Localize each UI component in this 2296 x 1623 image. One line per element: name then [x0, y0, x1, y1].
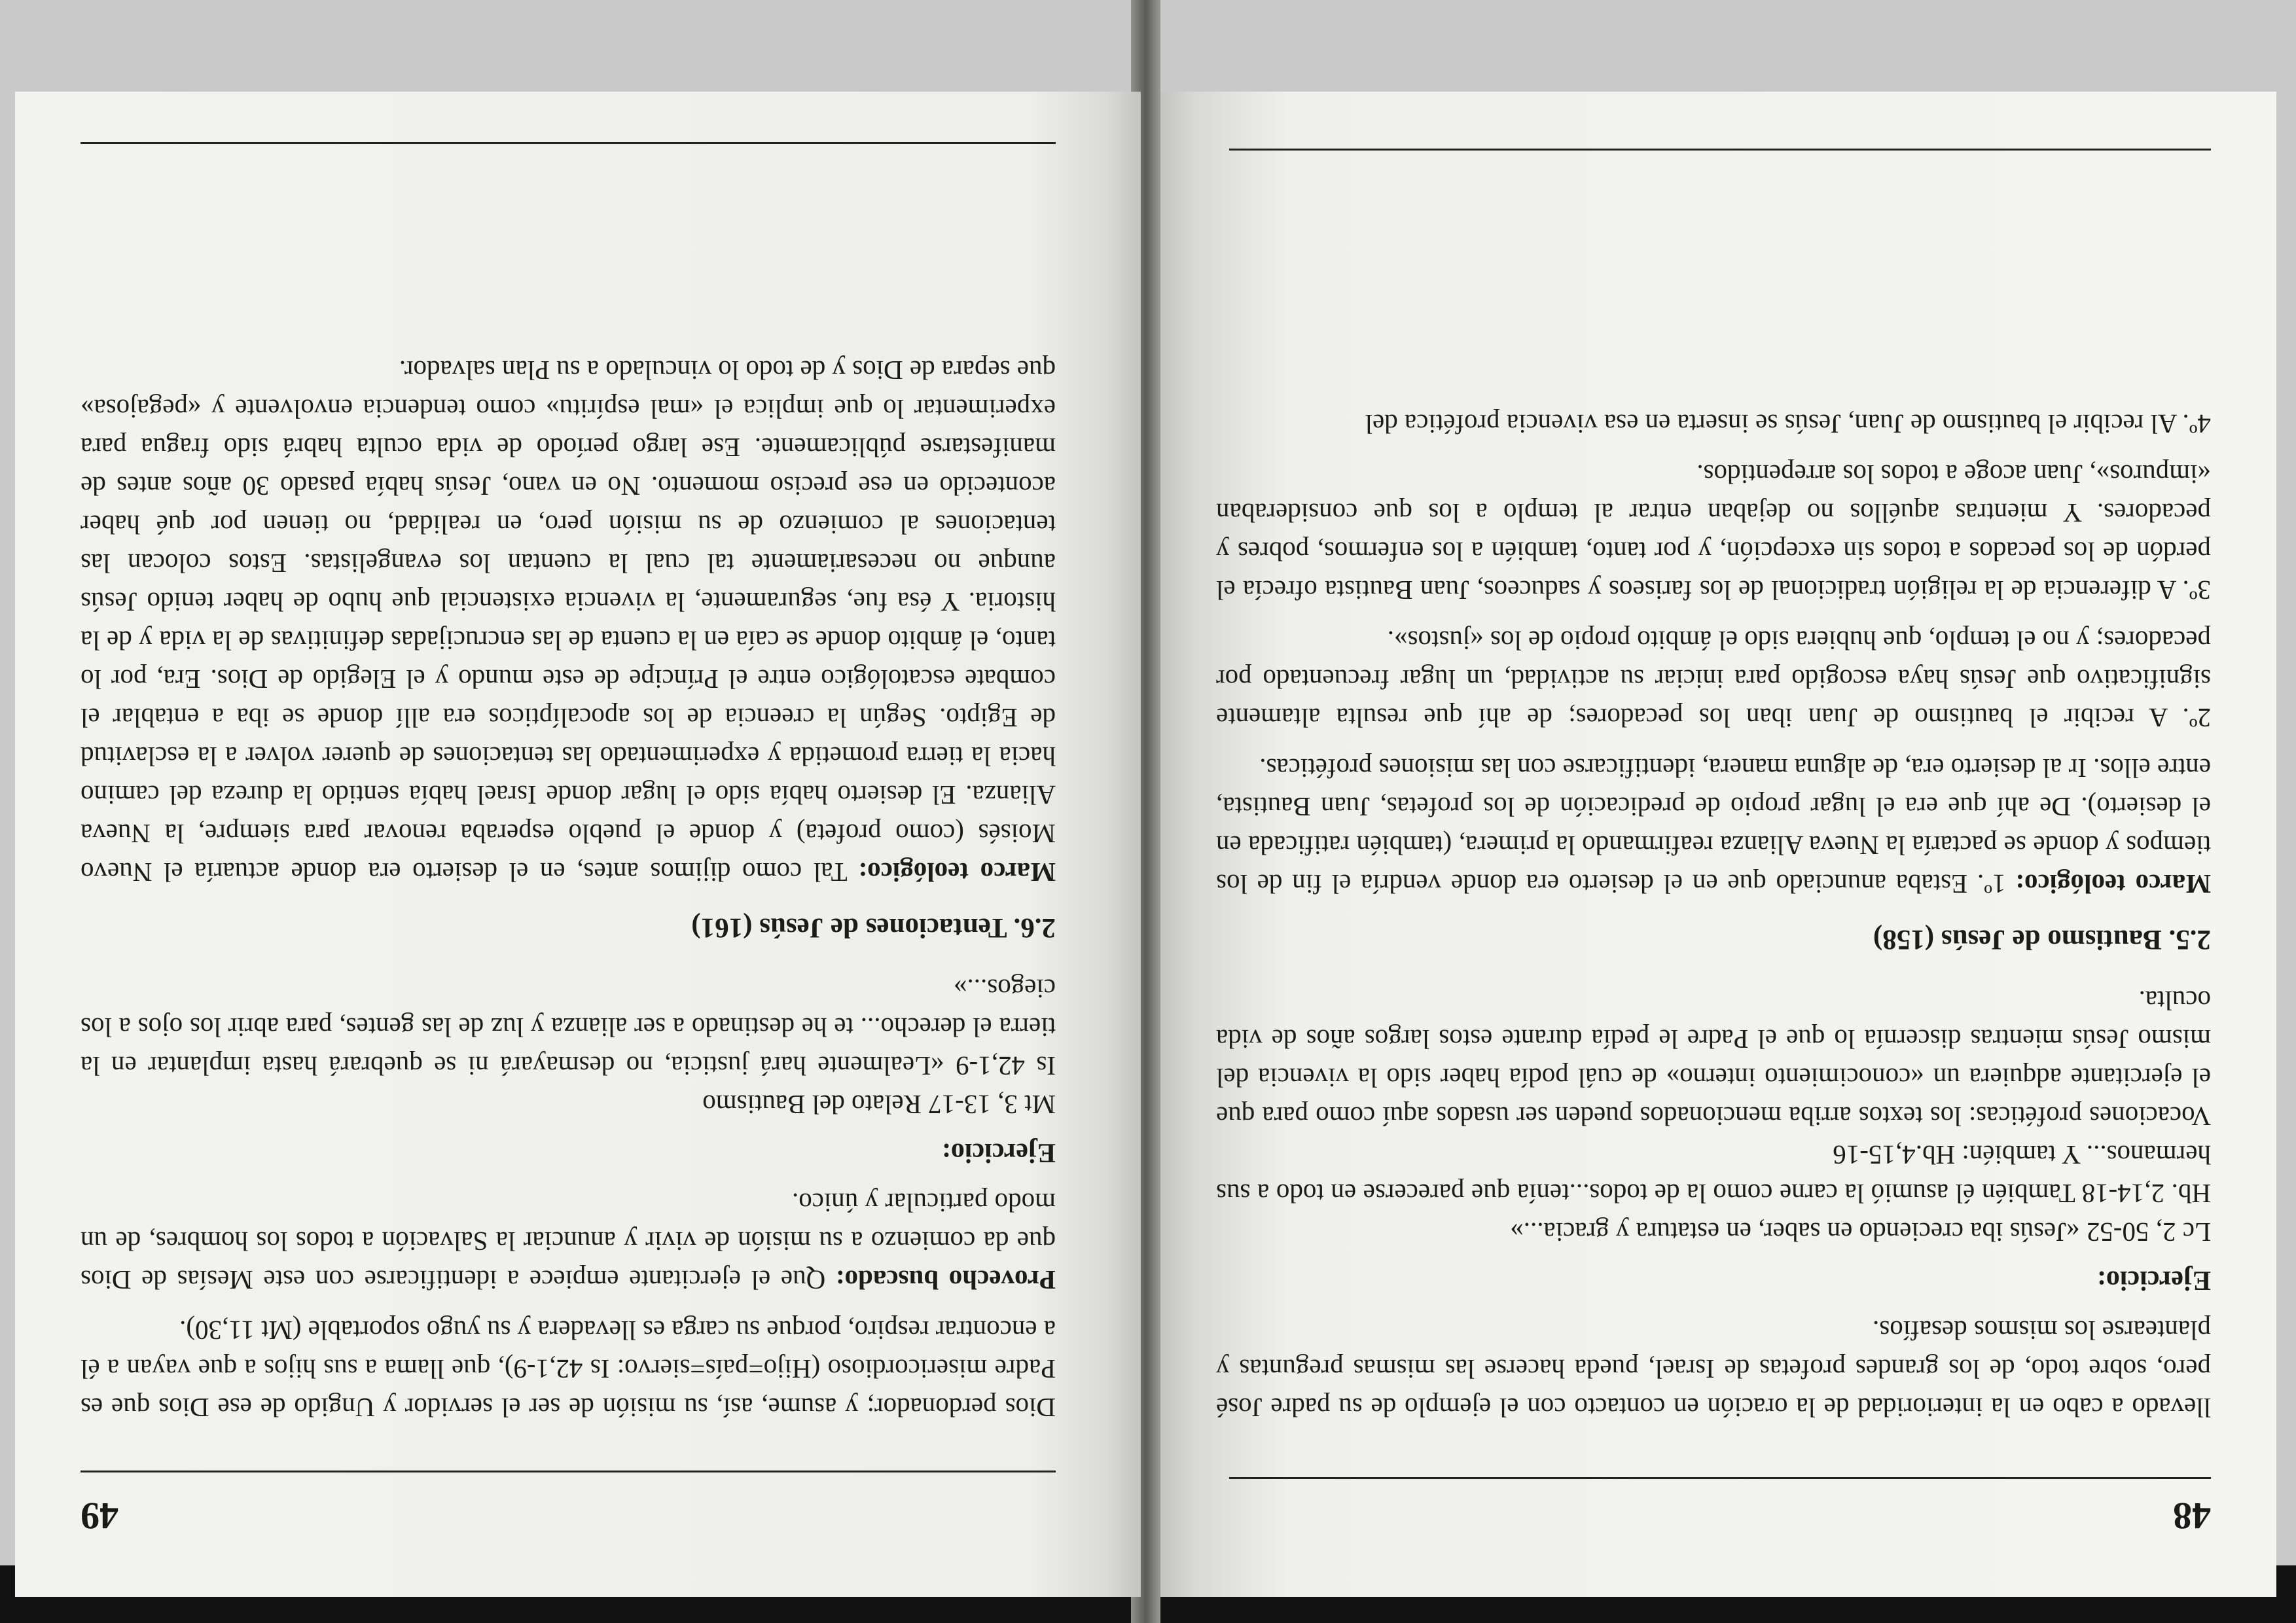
- marco-label: Marco teológico:: [858, 857, 1056, 887]
- page-49: [15, 92, 1141, 1597]
- footer-rule: [1229, 149, 2211, 151]
- ejercicio-line: Lc 2, 50-52 «Jesús iba creciendo en saber, en estatura y gracia...»: [1510, 1217, 2211, 1247]
- page-number: 49: [81, 1495, 118, 1537]
- ejercicio-heading: Ejercicio:: [2096, 1265, 2211, 1295]
- point-paragraph: 2º. A recibir el bautismo de Juan iban los pecadores; de ahí que resulta altamente significativo que Jesús haya escogido para iniciar su actividad, un lugar frecuentado por pecadores; y no el templo, que hubiera sido el ámbito propio de los «justos».: [1216, 626, 2211, 733]
- marco-text: Tal como dijimos antes, en el desierto era donde actuaría el Nuevo Moisés (como profeta) y donde el pueblo esperaba renovar para siempre, la Nueva Alianza. El desierto había sido el lugar donde Israel había sentido la dureza del camino hacia la tierra prometida y experimentado las tentaciones de querer volver a la esclavitud de Egipto. Según la creencia de los apocalípticos era allí donde se iba a entablar el combate escatológico entre el Príncipe de este mundo y el Elegido de Dios. Era, por lo tanto, el ámbito donde se caía en la cuenta de las encrucijadas definitivas de la vida y de la historia. Y ésa fue, seguramente, la vivencia existencial que hubo de haber tenido Jesús aunque no necesariamente tal cual la cuentan los evangelistas. Estos colocan las tentaciones al comienzo de su misión pero, en realidad, no tienen por qué haber acontecido en ese preciso momento. No en vano, Jesús había pasado 30 años antes de manifestarse públicamente. Ese largo período de vida oculta habrá sido fragua para experimentar lo que implica el «mal espíritu» como tendencia envolvente y «pegajosa» que separa de Dios y de todo lo vinculado a su Plan salvador.: [81, 355, 1056, 887]
- point-paragraph: 4º. Al recibir el bautismo de Juan, Jesús se inserta en esa vivencia profética del: [1365, 409, 2211, 439]
- marco-text: 1º. Estaba anunciado que en el desierto era donde vendría el fin de los tiempos y donde se pactaría la Nueva Alianza reafirmando la primera, (también ratificada en el desierto). De ahí que era el lugar propio de predicación de los profetas, Juan Bautista, entre ellos. Ir al desierto era, de alguna manera, identificarse con las misiones proféticas.: [1215, 753, 2211, 899]
- provecho-paragraph: [81, 1183, 1056, 1299]
- marco-label: Marco teológico:: [2015, 869, 2211, 899]
- section-heading: 2.6. Tentaciones de Jesús (161): [691, 912, 1056, 943]
- ejercicio-line: Hb. 2,14-18 También él asumió la carne como la de todos...tenía que parecerse en todo a sus hermanos... Y también: Hb.4,15-16: [1216, 1140, 2211, 1209]
- page-content: [1216, 393, 2211, 1427]
- provecho-text: Que el ejercitante empiece a identificarse con este Mesías de Dios que da comienzo a su misión de vivir y anunciar la Salvación a todos los hombres, de un modo particular y único.: [81, 1188, 1056, 1295]
- point-paragraph: 3º. A diferencia de la religión tradicional de los fariseos y saduceos, Juan Bautista ofrecía el perdón de los pecados a todos sin excepción, y por tanto, también a los enfermos, pobres y pecadores. Y mientras aquéllos no dejaban entrar al templo a los que consideraban «impuros», Juan acoge a todos los arrepentidos.: [1216, 459, 2211, 605]
- ejercicio-line: Vocaciones proféticas: los textos arriba mencionados pueden ser usados aquí como para que el ejercitante adquiera un «conocimiento interno» de cuál podía haber sido la vivencia del mismo Jesús mientras discernía lo que el Padre le pedía durante estos largos años de vida oculta.: [1216, 986, 2211, 1132]
- top-paragraph: llevado a cabo en la interioridad de la oración en contacto con el ejemplo de su padre José pero, sobre todo, de los grandes profetas de Israel, pueda hacerse las mismas preguntas y plantearse los mismos desafíos.: [1216, 1315, 2211, 1423]
- ejercicio-line: Mt 3, 13-17 Relato del Bautismo: [702, 1090, 1056, 1120]
- page-content: [81, 339, 1056, 1427]
- header-rule: [1229, 1477, 2211, 1479]
- page-number: 48: [2173, 1495, 2211, 1537]
- page-48: [1151, 92, 2276, 1597]
- ejercicio-line: Is 42,1-9 «Lealmente hará justicia, no desmayará ni se quebrará hasta implantar en la tierra el derecho... te he destinado a ser alianza y luz de las gentes, para abrir los ojos a los ciegos...»: [81, 974, 1056, 1081]
- header-rule: [81, 1471, 1056, 1472]
- ejercicio-heading: Ejercicio:: [941, 1137, 1056, 1168]
- footer-rule: [81, 142, 1056, 144]
- top-paragraph: Dios perdonador; y asume, así, su misión de ser el servidor y Ungido de ese Dios que es Padre misericordioso (Hijo=país=siervo: Is 42,1-9), que llama a sus hijos a que vayan a él a encontrar respiro, porque su carga es llevadera y su yugo soportable (Mt 11,30).: [81, 1315, 1056, 1423]
- section-heading: 2.5. Bautismo de Jesús (158): [1873, 924, 2211, 955]
- marco-teologico-paragraph: [81, 351, 1056, 891]
- provecho-label: Provecho buscado:: [835, 1265, 1056, 1295]
- marco-teologico-paragraph: [1216, 749, 2211, 903]
